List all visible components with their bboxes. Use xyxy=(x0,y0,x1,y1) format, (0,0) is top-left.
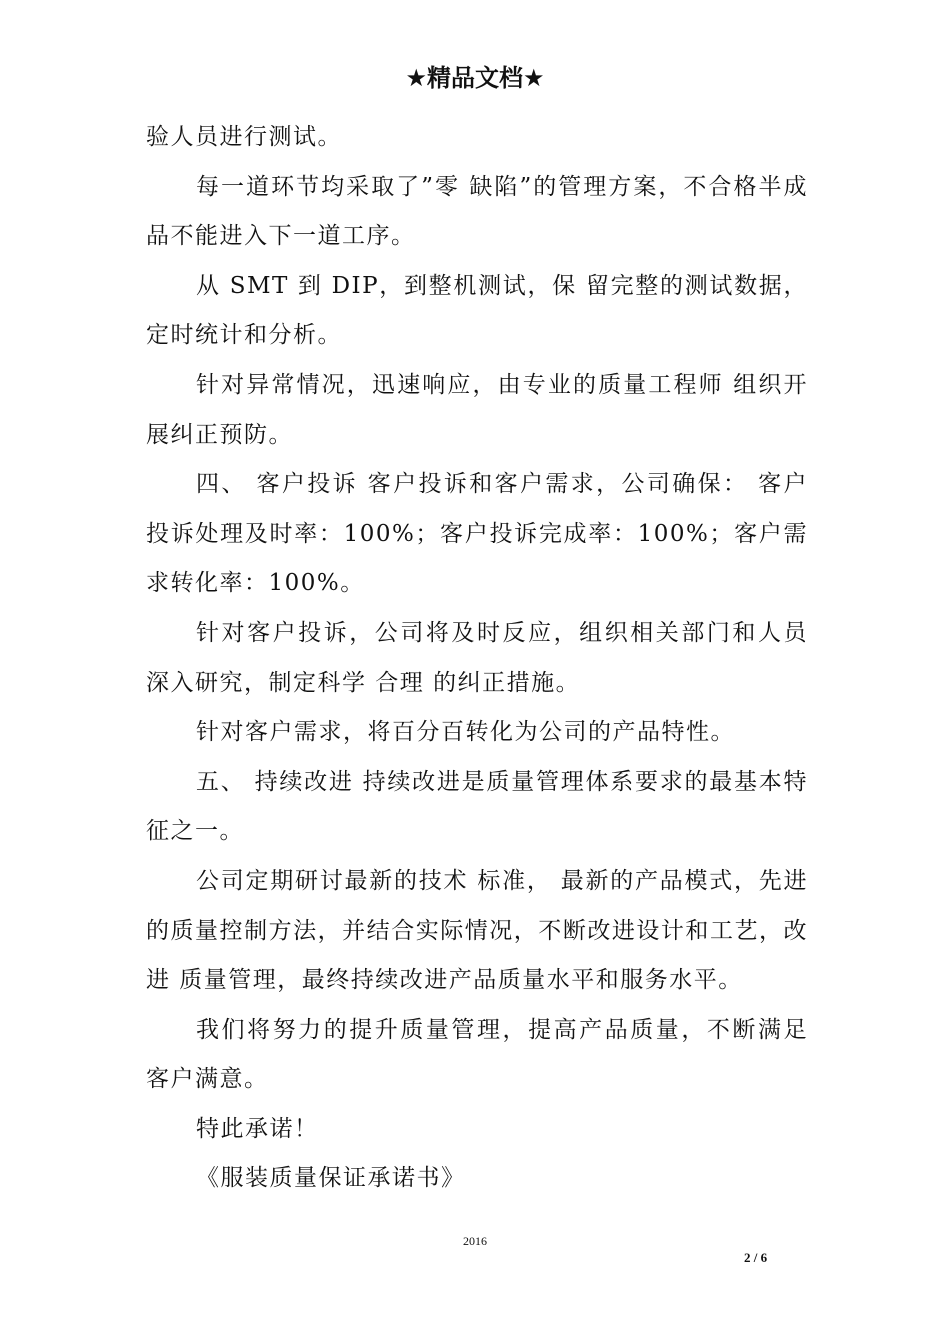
document-body xyxy=(146,113,808,1204)
footer-year: 2016 xyxy=(463,1234,487,1248)
paragraph-6: 针对客户投诉，公司将及时反应，组织相关部门和人员深入研究，制定科学 合理 的纠正措施。 xyxy=(146,619,808,696)
paragraph-5: 四、 客户投诉 客户投诉和客户需求，公司确保： 客户投诉处理及时率：100%；客户投诉完成率：100%；客户需求转化率：100%。 xyxy=(146,471,808,597)
paragraph-7: 针对客户需求，将百分百转化为公司的产品特性。 xyxy=(196,719,735,746)
paragraph-4: 针对异常情况，迅速响应，由专业的质量工程师 组织开展纠正预防。 xyxy=(146,371,808,448)
paragraph-9: 公司定期研讨最新的技术 标准， 最新的产品模式，先进的质量控制方法，并结合实际情况，不断改进设计和工艺，改进 质量管理，最终持续改进产品质量水平和服务水平。 xyxy=(146,867,808,994)
paragraph-10: 我们将努力的提升质量管理，提高产品质量，不断满足客户满意。 xyxy=(146,1016,808,1093)
paragraph-1: 验人员进行测试。 xyxy=(146,124,342,150)
paragraph-3: 从 SMT 到 DIP，到整机测试，保 留完整的测试数据，定时统计和分析。 xyxy=(146,272,808,349)
paragraph-2: 每一道环节均采取了”零 缺陷”的管理方案，不合格半成品不能进入下一道工序。 xyxy=(146,173,808,250)
paragraph-8: 五、 持续改进 持续改进是质量管理体系要求的最基本特征之一。 xyxy=(146,768,808,845)
page-number: 2 / 6 xyxy=(744,1250,768,1265)
paragraph-11: 特此承诺！ xyxy=(196,1115,319,1142)
document-header-title: ★精品文档★ xyxy=(405,64,545,92)
paragraph-12: 《服装质量保证承诺书》 xyxy=(196,1165,466,1192)
